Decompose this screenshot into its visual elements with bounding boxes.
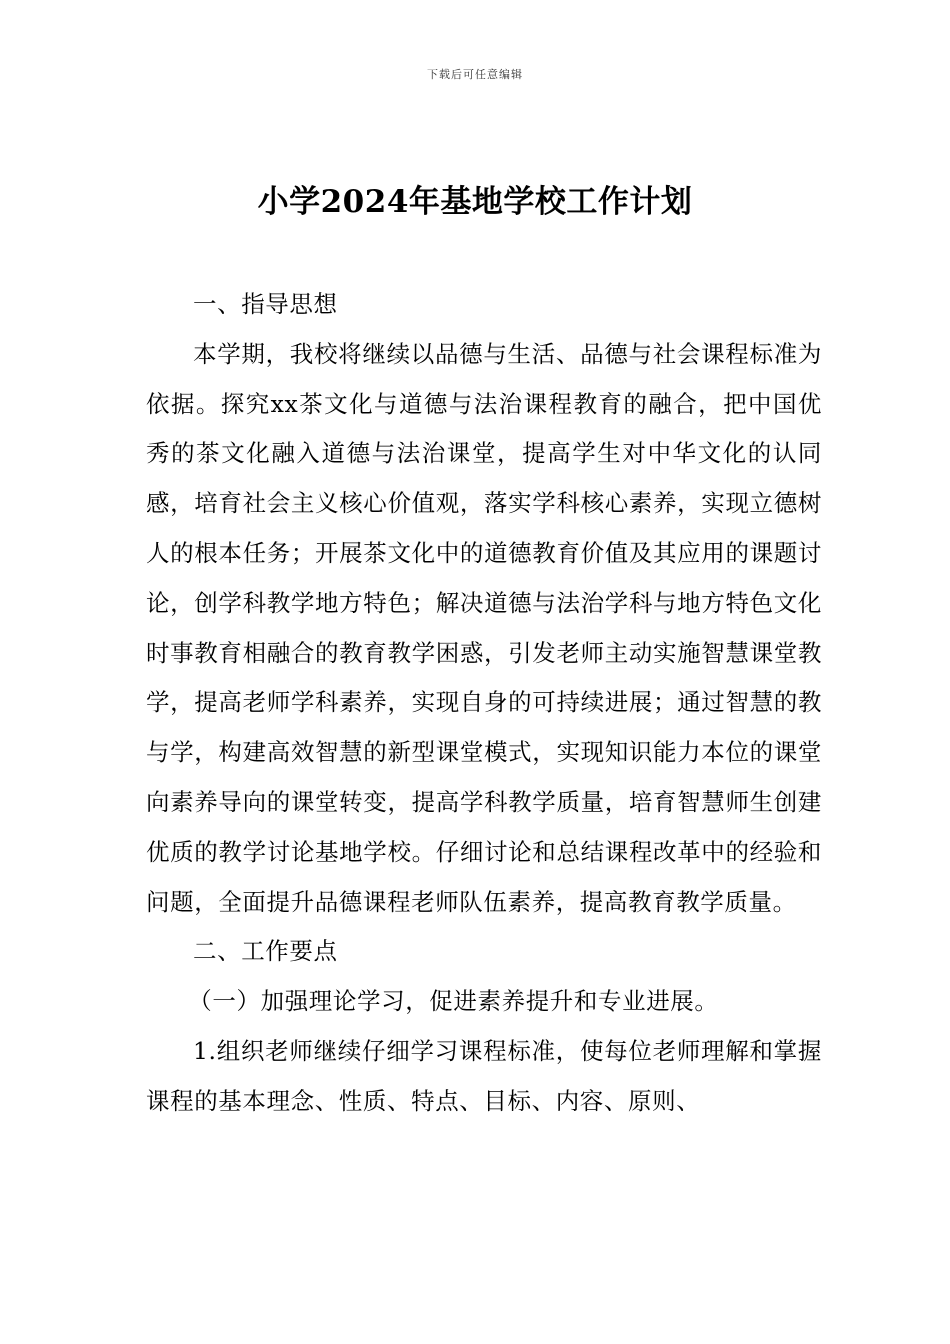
section-heading: 二、工作要点 — [193, 937, 338, 966]
page-header-note: 下载后可任意编辑 — [427, 68, 523, 81]
section-guiding-ideology — [146, 280, 822, 927]
section-paragraph: 1.组织老师继续仔细学习课程标准，使每位老师理解和掌握课程的基本理念、性质、特点、目标、内容、原则、 — [146, 1036, 822, 1115]
section-work-points — [146, 927, 822, 1126]
document-title: 小学2024年基地学校工作计划 — [257, 184, 693, 220]
section-heading: 一、指导思想 — [193, 290, 338, 318]
document-body — [146, 280, 822, 1127]
section-paragraph: 本学期，我校将继续以品德与生活、品德与社会课程标准为依据。探究xx茶文化与道德与法治课程教育的融合，把中国优秀的茶文化融入道德与法治课堂，提高学生对中华文化的认同感，培育社会主义核心价值观，落实学科核心素养，实现立德树人的根本任务；开展茶文化中的道德教育价值及其应用的课题讨论，创学科教学地方特色；解决道德与法治学科与地方特色文化时事教育相融合的教育教学困惑，引发老师主动实施智慧课堂教学，提高老师学科素养，实现自身的可持续进展；通过智慧的教与学，构建高效智慧的新型课堂模式，实现知识能力本位的课堂向素养导向的课堂转变，提高学科教学质量，培育智慧师生创建优质的教学讨论基地学校。仔细讨论和总结课程改革中的经验和问题，全面提升品德课程老师队伍素养，提高教育教学质量。 — [146, 339, 822, 916]
section-subheading: （一）加强理论学习，促进素养提升和专业进展。 — [188, 987, 719, 1016]
